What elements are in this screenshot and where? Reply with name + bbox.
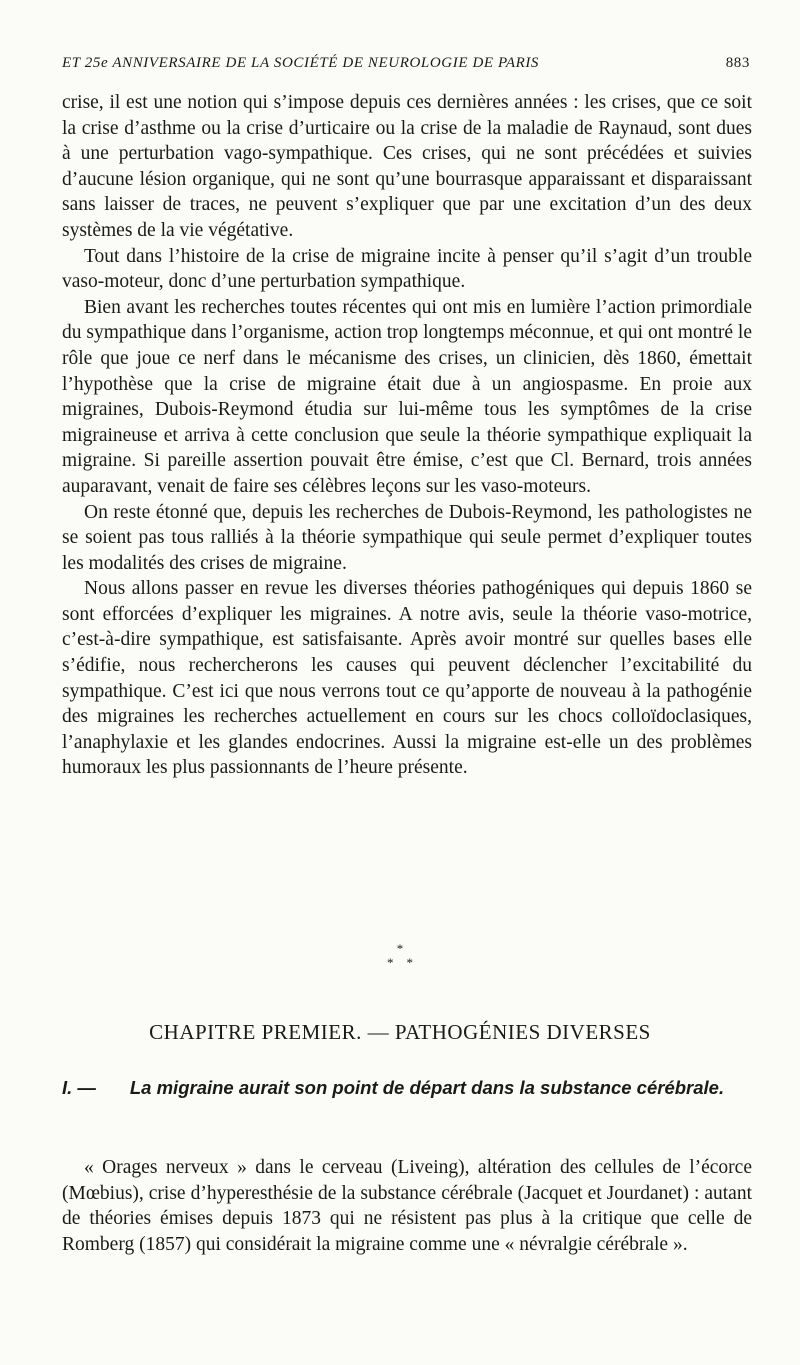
paragraph: crise, il est une notion qui s’impose depuis ces dernières années : les crises, que ce soit la crise d’asthme ou la crise d’urticaire ou la crise de la maladie de Raynaud, sont dues à une perturbation vago-sympathique. Ces crises, qui ne sont précédées et suivies d’aucune lésion organique, qui ne sont qu’une bourrasque apparaissant et disparaissant sans laisser de traces, ne peuvent s’expliquer que par une excitation d’un des deux systèmes de la vie végétative. <box>62 92 752 241</box>
chapter-title: CHAPITRE PREMIER. — PATHOGÉNIES DIVERSES <box>149 1020 651 1044</box>
running-title: ET 25e ANNIVERSAIRE DE LA SOCIÉTÉ DE NEUROLOGIE DE PARIS <box>62 55 540 71</box>
body-text <box>62 90 752 781</box>
section-number: I. — <box>62 1077 96 1098</box>
star: * <box>396 941 404 956</box>
section-heading <box>62 1075 752 1101</box>
page-number: 883 <box>725 55 750 71</box>
paragraph: Bien avant les recherches toutes récentes qui ont mis en lumière l’action primordiale du sympathique dans l’organisme, action trop longtemps méconnue, et qui ont montré le rôle que joue ce nerf dans le mécanisme des crises, un clinicien, dès 1860, émettait l’hypothèse que la crise de migraine était due à un angiospasme. En proie aux migraines, Dubois-Reymond étudia sur lui-même tous les symptômes de la crise migraineuse et arriva à cette conclusion que seule la théorie sympathique expliquait la migraine. Si pareille assertion pouvait être émise, c’est que Cl. Bernard, trois années auparavant, venait de faire ses célèbres leçons sur les vaso-moteurs. <box>62 296 752 497</box>
running-header <box>62 55 750 72</box>
star: * <box>387 955 394 970</box>
paragraph: Nous allons passer en revue les diverses théories pathogéniques qui depuis 1860 se sont efforcées d’expliquer les migraines. A notre avis, seule la théorie vaso-motrice, c’est-à-dire sympathique, est satisfaisante. Après avoir montré sur quelles bases elle s’édifie, nous rechercherons les causes qui peuvent déclencher l’excitabilité du sympathique. C’est ici que nous verrons tout ce qu’apporte de nouveau à la pathogénie des migraines les recherches actuellement en cours sur les chocs colloïdoclasiques, l’anaphylaxie et les glandes endocrines. Aussi la migraine est-elle un des problèmes humoraux les plus passionnants de l’heure présente. <box>62 578 752 779</box>
section-body <box>62 1155 752 1257</box>
paragraph: Tout dans l’histoire de la crise de migraine incite à penser qu’il s’agit d’un trouble vaso-moteur, donc d’une perturbation sympathique. <box>62 245 752 293</box>
paragraph: « Orages nerveux » dans le cerveau (Liveing), altération des cellules de l’écorce (Mœbius), crise d’hyperesthésie de la substance cérébrale (Jacquet et Jourdanet) : autant de théories émises depuis 1873 qui ne résistent pas plus à la critique que celle de Romberg (1857) qui considérait la migraine comme une « névralgie cérébrale ». <box>62 1157 752 1255</box>
star: * <box>406 955 413 970</box>
asterism-separator <box>0 942 800 970</box>
paragraph: On reste étonné que, depuis les recherches de Dubois-Reymond, les pathologistes ne se soient pas tous ralliés à la théorie sympathique qui seule permet d’expliquer toutes les modalités des crises de migraine. <box>62 501 752 574</box>
section-title: La migraine aurait son point de départ dans la substance cérébrale. <box>129 1077 725 1098</box>
